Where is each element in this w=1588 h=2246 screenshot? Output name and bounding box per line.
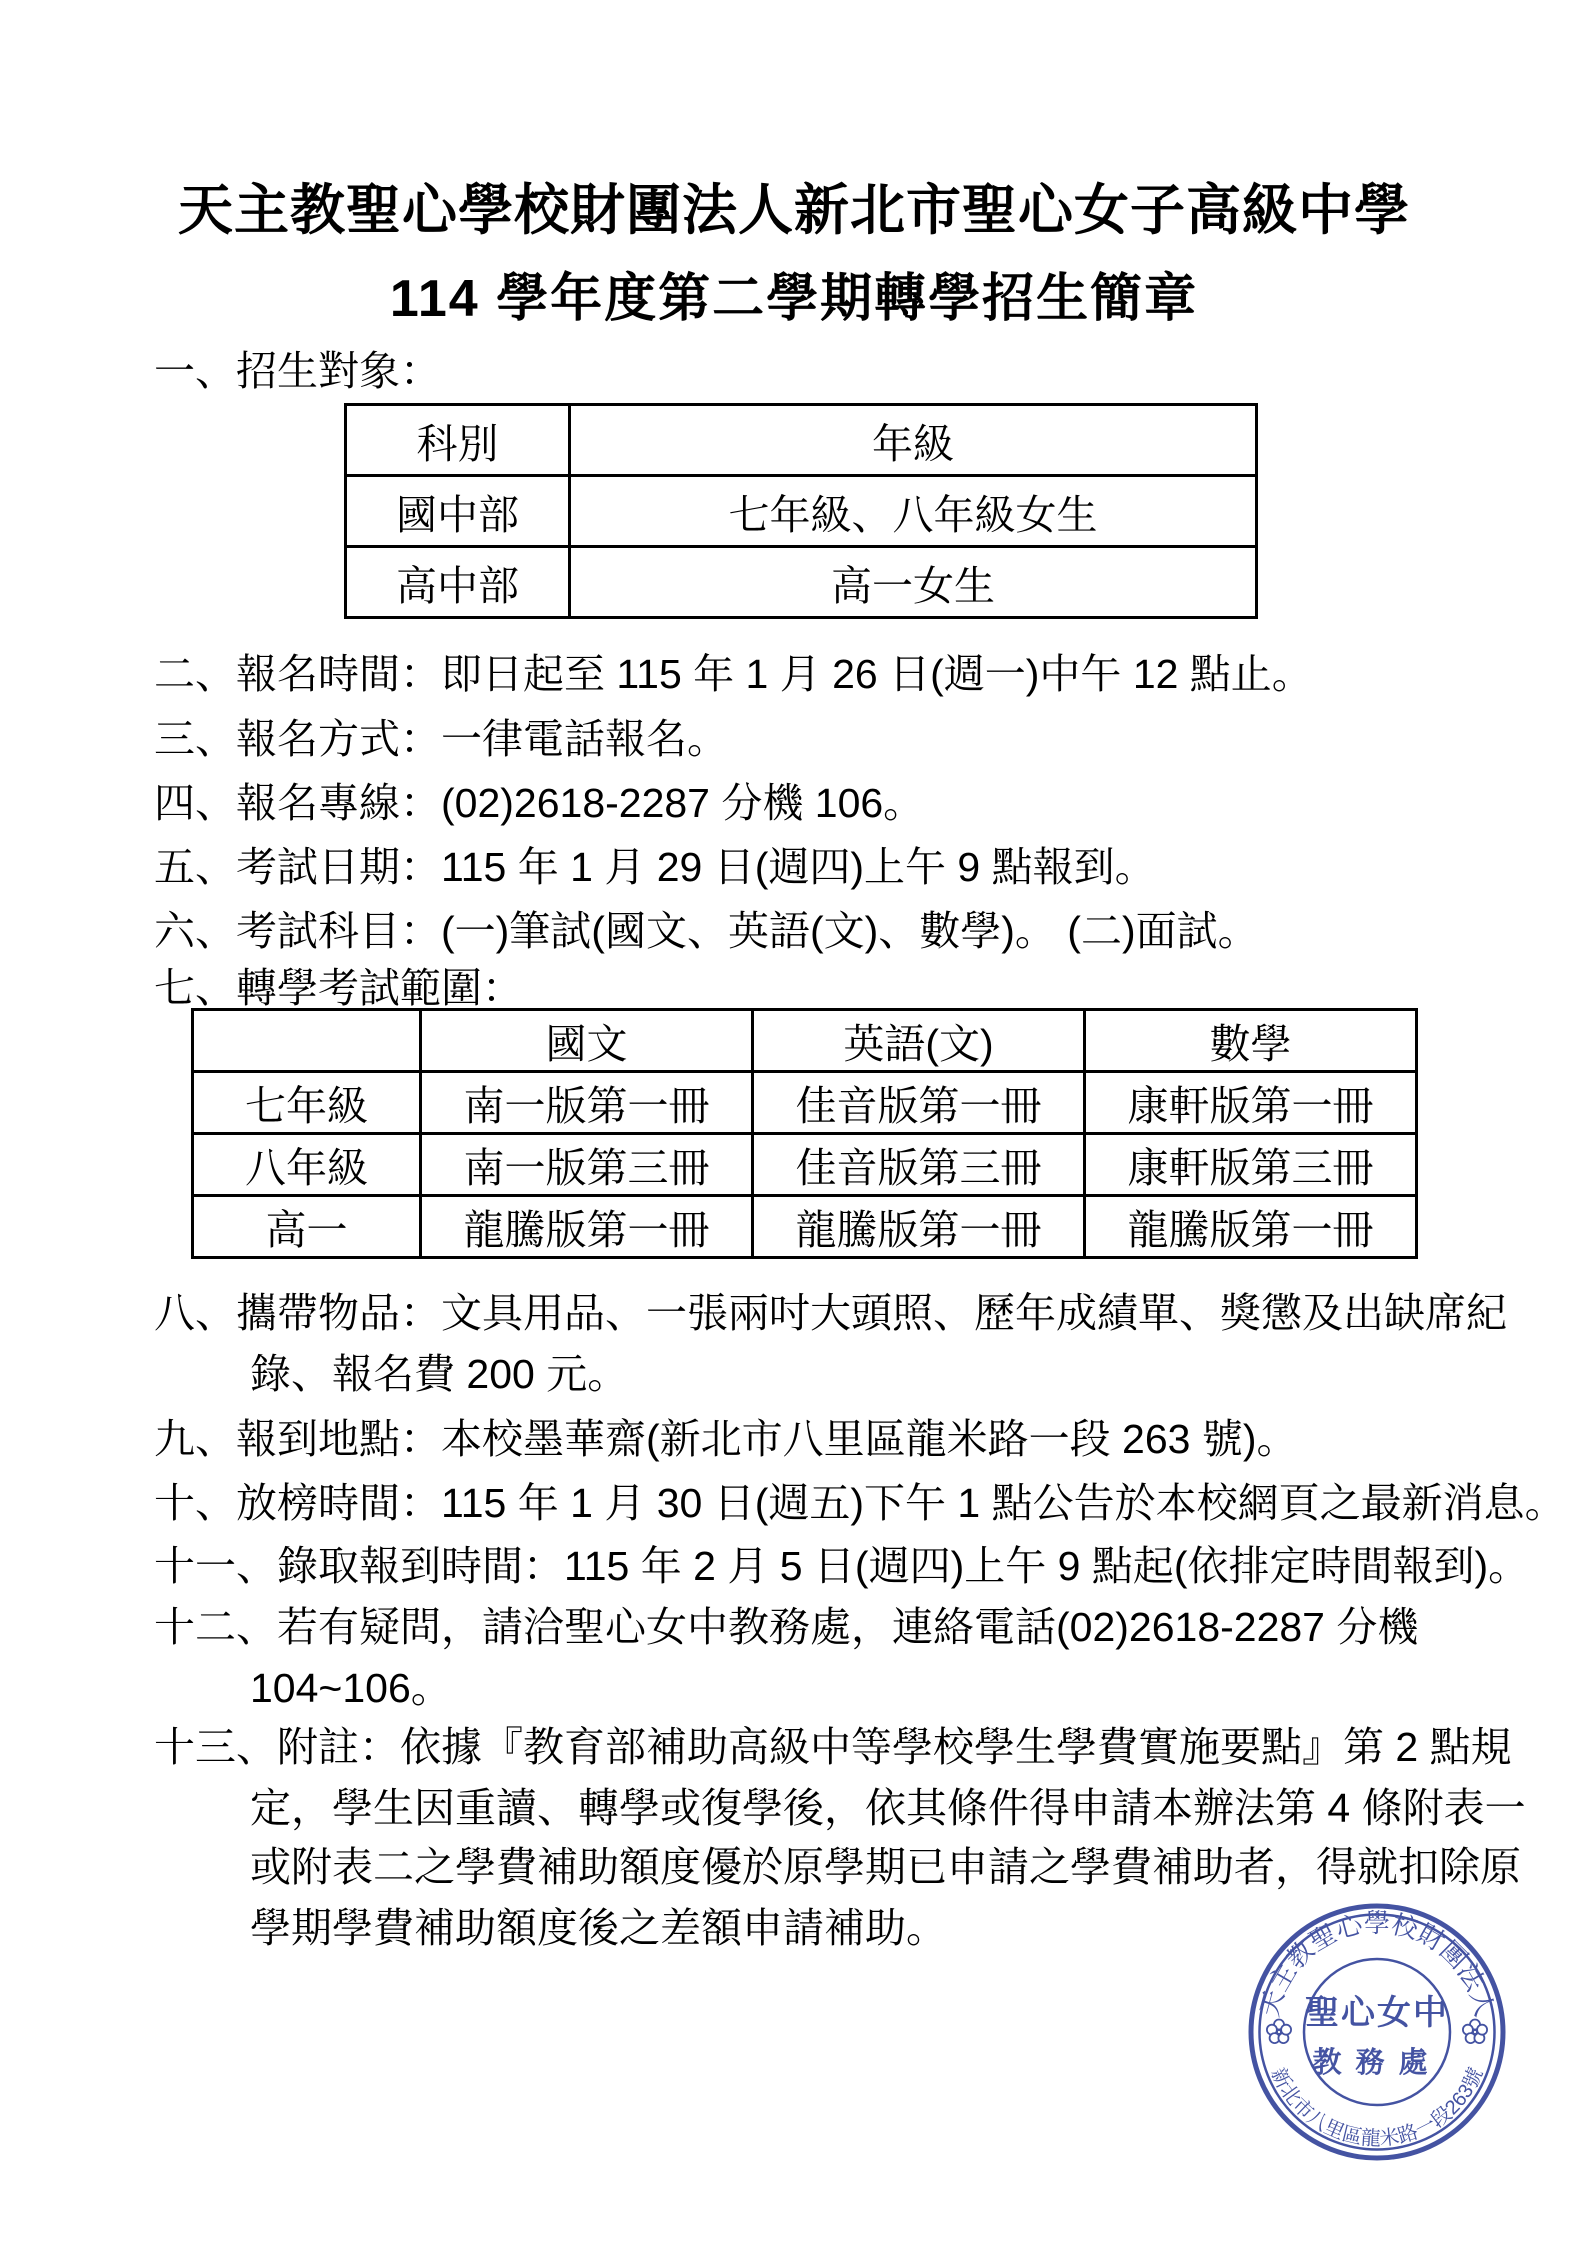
- school-name-title: 天主教聖心學校財團法人新北市聖心女子高級中學: [177, 179, 1410, 241]
- table-row: [193, 1196, 1417, 1258]
- table-row: [346, 405, 1257, 476]
- table-cell: 高中部: [346, 547, 570, 618]
- item-13-note: 十三、附註：依據『教育部補助高級中等學校學生學費實施要點』第 2 點規: [154, 1724, 1512, 1770]
- item-12-continuation: 104~106。: [250, 1665, 452, 1711]
- stamp-center-line1: 聖心女中: [1305, 1994, 1449, 2032]
- item-9-report-location: 九、報到地點：本校墨華齋(新北市八里區龍米路一段 263 號)。: [154, 1416, 1298, 1462]
- table-row: [346, 547, 1257, 618]
- item-2-registration-time: 二、報名時間：即日起至 115 年 1 月 26 日(週一)中午 12 點止。: [154, 651, 1313, 697]
- table-row: [193, 1134, 1417, 1196]
- item-7-exam-scope: 七、轉學考試範圍：: [154, 965, 523, 1011]
- item-1-admission-target: 一、招生對象：: [154, 348, 441, 394]
- plum-blossom-icon: [1267, 2020, 1291, 2044]
- item-3-registration-method: 三、報名方式：一律電話報名。: [154, 716, 728, 762]
- table-header-cell: 國文: [421, 1010, 753, 1072]
- table-header-cell: 科別: [346, 405, 570, 476]
- table-header-cell: 年級: [570, 405, 1257, 476]
- table-cell: 高一女生: [570, 547, 1257, 618]
- document-title: 114 學年度第二學期轉學招生簡章: [389, 270, 1199, 328]
- item-10-result-announcement: 十、放榜時間：115 年 1 月 30 日(週五)下午 1 點公告於本校網頁之最新消息。: [154, 1480, 1566, 1526]
- item-11-admission-report-time: 十一、錄取報到時間：115 年 2 月 5 日(週四)上午 9 點起(依排定時間報到)。: [154, 1543, 1530, 1589]
- exam-scope-table: [191, 1008, 1418, 1259]
- table-cell: 佳音版第三冊: [753, 1134, 1085, 1196]
- table-cell: 龍騰版第一冊: [753, 1196, 1085, 1258]
- table-cell: 康軒版第一冊: [1085, 1072, 1417, 1134]
- item-4-registration-phone: 四、報名專線：(02)2618-2287 分機 106。: [154, 780, 925, 826]
- stamp-inner-circle: [1304, 1959, 1450, 2105]
- stamp-arc-text-bottom: 新北市八里區龍米路一段263號: [1266, 2064, 1488, 2151]
- table-cell: 國中部: [346, 476, 570, 547]
- table-cell: 南一版第三冊: [421, 1134, 753, 1196]
- item-8-continuation: 錄、報名費 200 元。: [250, 1351, 629, 1397]
- item-13-continuation-2: 或附表二之學費補助額度優於原學期已申請之學費補助者，得就扣除原: [250, 1844, 1521, 1890]
- item-13-continuation-1: 定，學生因重讀、轉學或復學後，依其條件得申請本辦法第 4 條附表一: [250, 1785, 1526, 1831]
- item-8-items-to-bring: 八、攜帶物品：文具用品、一張兩吋大頭照、歷年成績單、獎懲及出缺席紀: [154, 1290, 1507, 1336]
- table-cell: 八年級: [193, 1134, 421, 1196]
- table-cell: 龍騰版第一冊: [421, 1196, 753, 1258]
- table-cell: 龍騰版第一冊: [1085, 1196, 1417, 1258]
- table-cell: 七年級、八年級女生: [570, 476, 1257, 547]
- table-row: [193, 1010, 1417, 1072]
- table-header-cell: 數學: [1085, 1010, 1417, 1072]
- admission-target-table: [344, 403, 1258, 619]
- table-row: [193, 1072, 1417, 1134]
- school-seal-stamp: [1247, 1902, 1507, 2162]
- item-6-exam-subjects: 六、考試科目：(一)筆試(國文、英語(文)、數學)。 (二)面試。: [154, 908, 1259, 954]
- table-cell: 南一版第一冊: [421, 1072, 753, 1134]
- plum-blossom-icon: [1463, 2020, 1487, 2044]
- table-cell: 康軒版第三冊: [1085, 1134, 1417, 1196]
- item-13-continuation-3: 學期學費補助額度後之差額申請補助。: [250, 1905, 947, 1951]
- table-row: [346, 476, 1257, 547]
- item-5-exam-date: 五、考試日期：115 年 1 月 29 日(週四)上午 9 點報到。: [154, 844, 1156, 890]
- table-cell: 七年級: [193, 1072, 421, 1134]
- stamp-arc-text-top: 天主教聖心學校財團法人: [1253, 1908, 1501, 2020]
- table-cell: 佳音版第一冊: [753, 1072, 1085, 1134]
- stamp-center-line2: 教務處: [1312, 2047, 1442, 2079]
- table-cell: 高一: [193, 1196, 421, 1258]
- table-header-cell: 英語(文): [753, 1010, 1085, 1072]
- table-header-cell: [193, 1010, 421, 1072]
- item-12-contact-info: 十二、若有疑問，請洽聖心女中教務處，連絡電話(02)2618-2287 分機: [154, 1604, 1419, 1650]
